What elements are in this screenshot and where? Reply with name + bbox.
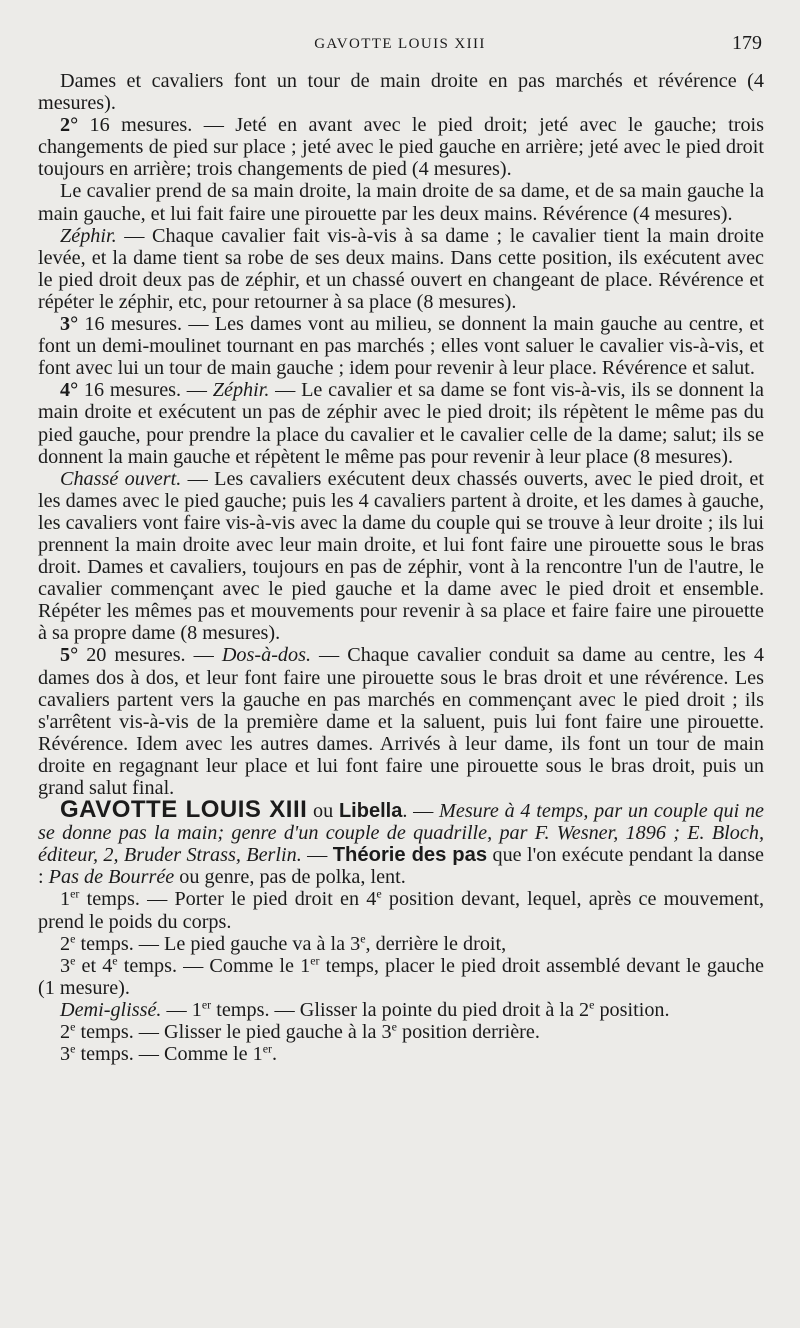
running-title: GAVOTTE LOUIS XIII [314, 36, 486, 52]
figure-name: Dos-à-dos. [221, 644, 312, 667]
figure-name: Zéphir. [60, 224, 117, 247]
page-body [38, 70, 764, 1065]
paragraph: 3e temps. — Comme le 1er. [60, 1041, 278, 1066]
paragraph: 2e temps. — Le pied gauche va à la 3e, derrière le droit, [60, 930, 507, 955]
step-number: 4° [60, 379, 79, 402]
paragraph: Le cavalier prend de sa main droite, la main droite de sa dame, et de sa main gauche la main gauche, et lui fait faire une pirouette par les deux mains. Révérence (4 mesures). [38, 180, 764, 225]
section-intro: GAVOTTE LOUIS XIII ou Libella. — Mesure à 4 temps, par un couple qui ne se donne pas la main; genre d'un couple de quadrille, par F. Wesner, 1896 ; E. Bloch, éditeur, 2, Bruder Strass, Berlin. — Théorie des pas que l'on exécute pendant la danse : Pas de Bourrée ou genre, pas de polka, lent. [38, 796, 765, 889]
theory-label: Théorie des pas [332, 844, 488, 867]
paragraph: 3° 16 mesures. — Les dames vont au milieu, se donnent la main gauche au centre, et font un demi-moulinet tournant en pas marchés ; elles vont saluer le cavalier vis-à-vis, et font avec lui un tour de main gauche ; idem pour revenir à leur place. Révérence et salut. [38, 313, 764, 380]
paragraph: Chassé ouvert. — Les cavaliers exécutent deux chassés ouverts, avec le pied droit, et les dames avec le pied gauche; puis les 4 cavaliers partent à droite, et les dames à gauche, les cavaliers vont faire vis-à-vis avec la dame du couple qui se trouve à leur droite ; ils lui prennent la main droite avec leur main droite, et lui font faire une pirouette sous le bras droit. Dames et cavaliers, toujours en pas de zéphir, vont à la rencontre l'un de l'autre, le cavalier commençant avec le pied gauche et la dame avec le pied droit et ensemble. Répéter les mêmes pas et mouvements pour revenir à sa place et faire faire une pirouette à sa propre dame (8 mesures). [38, 467, 764, 645]
page-number: 179 [732, 32, 762, 54]
paragraph: 4° 16 mesures. — Zéphir. — Le cavalier et sa dame se font vis-à-vis, ils se donnent la main droite et exécutent un pas de zéphir avec le pied droit; ils répètent le même pas du pied gauche, pour prendre la place du cavalier et le cavalier celle de la dame; salut; ils se donnent la main gauche et répètent le même pas pour revenir à leur place (8 mesures). [38, 379, 765, 468]
section-alt-title: Libella [338, 800, 403, 823]
step-number: 2° [60, 114, 79, 137]
step-number: 5° [60, 644, 79, 667]
step-name: Demi-glissé. [60, 998, 162, 1021]
paragraph: Zéphir. — Chaque cavalier fait vis-à-vis à sa dame ; le cavalier tient la main droite levée, et la dame tient sa robe de ses deux mains. Dans cette position, ils exécutent avec le pied droit deux pas de zéphir, et un chassé ouvert en changeant de place. Révérence et répéter le zéphir, etc, pour retourner à sa place (8 mesures). [38, 224, 764, 313]
paragraph: Demi-glissé. — 1er temps. — Glisser la pointe du pied droit à la 2e position. [60, 997, 670, 1021]
figure-name: Zéphir. [212, 379, 270, 402]
paragraph: 3e et 4e temps. — Comme le 1er temps, placer le pied droit assemblé devant le gauche (1 mesure). [38, 953, 764, 999]
section-description: Mesure à 4 temps, par un couple qui ne se donne pas la main; genre d'un couple de quadrille, par F. Wesner, 1896 ; E. Bloch, éditeur, 2, Bruder Strass, Berlin. [38, 800, 764, 867]
paragraph: 1er temps. — Porter le pied droit en 4e position devant, lequel, après ce mouvement, prend le poids du corps. [38, 886, 764, 933]
figure-name: Chassé ouvert. [60, 467, 182, 490]
step-name: Pas de Bourrée [48, 866, 175, 889]
paragraph: 5° 20 mesures. — Dos-à-dos. — Chaque cavalier conduit sa dame au centre, les 4 dames dos à dos, et leur font faire une pirouette sous le bras droit et une révérence. Les cavaliers partent vers la gauche en pas marchés en commençant avec le pied droit ; ils s'arrêtent vis-à-vis de la première dame et la saluent, puis lui font faire une pirouette. Révérence. Idem avec les autres dames. Arrivés à leur dame, ils font un tour de main droite en regagnant leur place et lui font faire une pirouette sous le bras droit, puis un grand salut final. [38, 644, 764, 799]
step-number: 3° [60, 313, 79, 336]
running-header [0, 28, 800, 62]
paragraph: 2° 16 mesures. — Jeté en avant avec le pied droit; jeté avec le gauche; trois changements de pied sur place ; jeté avec le pied gauche en arrière; jeté avec le pied droit toujours en arrière; trois changements de pied (4 mesures). [38, 114, 764, 181]
section-title: GAVOTTE LOUIS XIII [60, 796, 308, 824]
paragraph: 2e temps. — Glisser le pied gauche à la 3e position derrière. [60, 1019, 540, 1044]
paragraph: Dames et cavaliers font un tour de main droite en pas marchés et révérence (4 mesures). [38, 70, 764, 115]
